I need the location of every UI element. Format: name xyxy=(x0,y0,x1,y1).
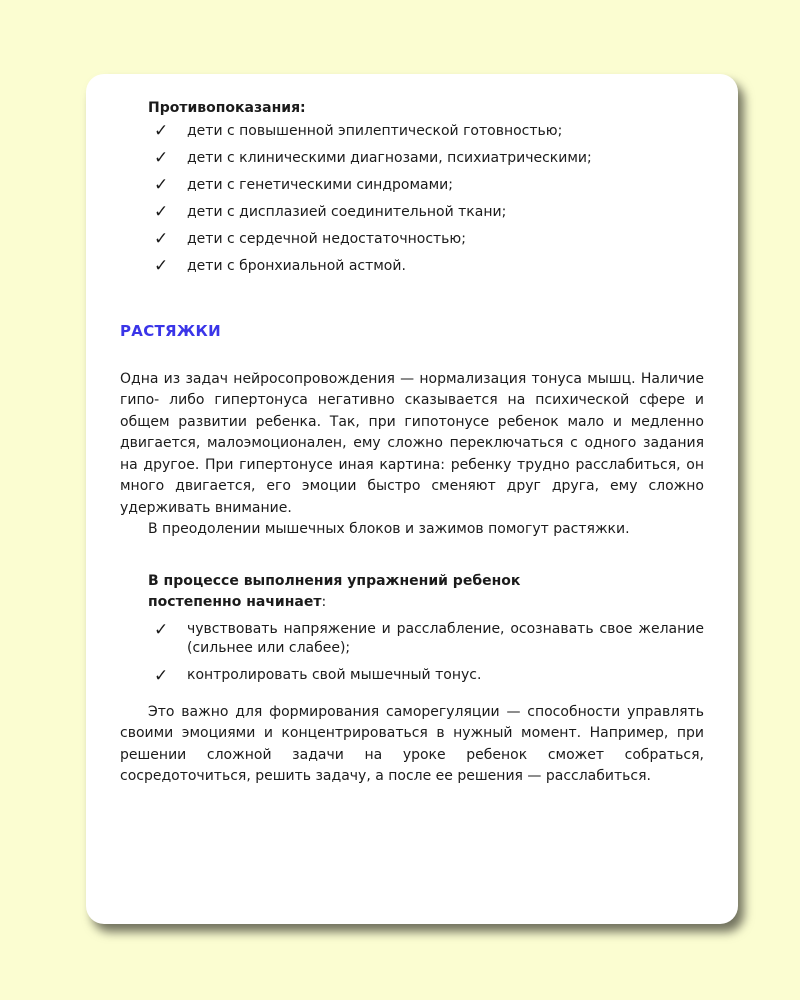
list-item-text: дети с генетическими синдромами; xyxy=(187,177,453,193)
contraindications-list xyxy=(120,121,704,277)
list-item-text: дети с бронхиальной астмой. xyxy=(187,258,406,274)
process-heading-colon: : xyxy=(321,594,327,610)
document-page xyxy=(86,74,738,924)
process-heading-line2: постепенно начинает xyxy=(148,594,322,610)
list-item xyxy=(120,175,704,196)
section-title: РАСТЯЖКИ xyxy=(120,322,221,340)
stretching-paragraph: В преодолении мышечных блоков и зажимов помогут растяжки. xyxy=(148,521,630,537)
list-item-text: дети с клиническими диагнозами, психиатрическими; xyxy=(187,150,592,166)
checkmark-icon: ✓ xyxy=(154,665,169,686)
self-regulation-paragraph: Это важно для формирования саморегуляции — способности управлять своими эмоциями и концентрироваться в нужный момент. Например, при решении сложной задачи на уроке ребенок сможет собраться, сосредоточиться, решить задачу, а после ее решения — расслабиться. xyxy=(120,703,704,784)
checkmark-icon: ✓ xyxy=(154,256,169,276)
list-item xyxy=(120,121,704,142)
page-content xyxy=(120,98,704,788)
process-heading xyxy=(148,571,704,614)
list-item xyxy=(120,202,704,223)
list-item xyxy=(120,229,704,250)
checkmark-icon: ✓ xyxy=(154,202,169,222)
list-item xyxy=(120,148,704,169)
process-heading-line1: В процессе выполнения упражнений ребенок xyxy=(148,572,521,589)
checkmark-icon: ✓ xyxy=(154,229,169,249)
checkmark-icon: ✓ xyxy=(154,148,169,168)
checkmark-icon: ✓ xyxy=(154,175,169,195)
list-item-text: контролировать свой мышечный тонус. xyxy=(187,666,482,683)
list-item xyxy=(120,256,704,277)
list-item xyxy=(120,620,704,658)
process-list xyxy=(120,620,704,685)
contraindications-heading: Противопоказания: xyxy=(148,100,306,116)
list-item-text: дети с сердечной недостаточностью; xyxy=(187,231,466,247)
list-item-text: дети с повышенной эпилептической готовностью; xyxy=(187,123,563,139)
list-item-text: чувствовать напряжение и расслабление, осознавать свое желание (сильнее или слабее); xyxy=(187,620,704,656)
list-item xyxy=(120,666,704,685)
list-item-text: дети с дисплазией соединительной ткани; xyxy=(187,204,507,220)
checkmark-icon: ✓ xyxy=(154,619,169,640)
intro-paragraph: Одна из задач нейросопровождения — нормализация тонуса мышц. Наличие гипо- либо гипертонуса негативно сказывается на психической сфере и общем развитии ребенка. Так, при гипотонусе ребенок мало и медленно двигается, малоэмоционален, ему сложно переключаться с одного задания на другое. При гипертонусе иная картина: ребенку трудно расслабиться, он много двигается, его эмоции быстро сменяют друг друга, ему сложно удерживать внимание. xyxy=(120,370,704,516)
checkmark-icon: ✓ xyxy=(154,121,169,141)
